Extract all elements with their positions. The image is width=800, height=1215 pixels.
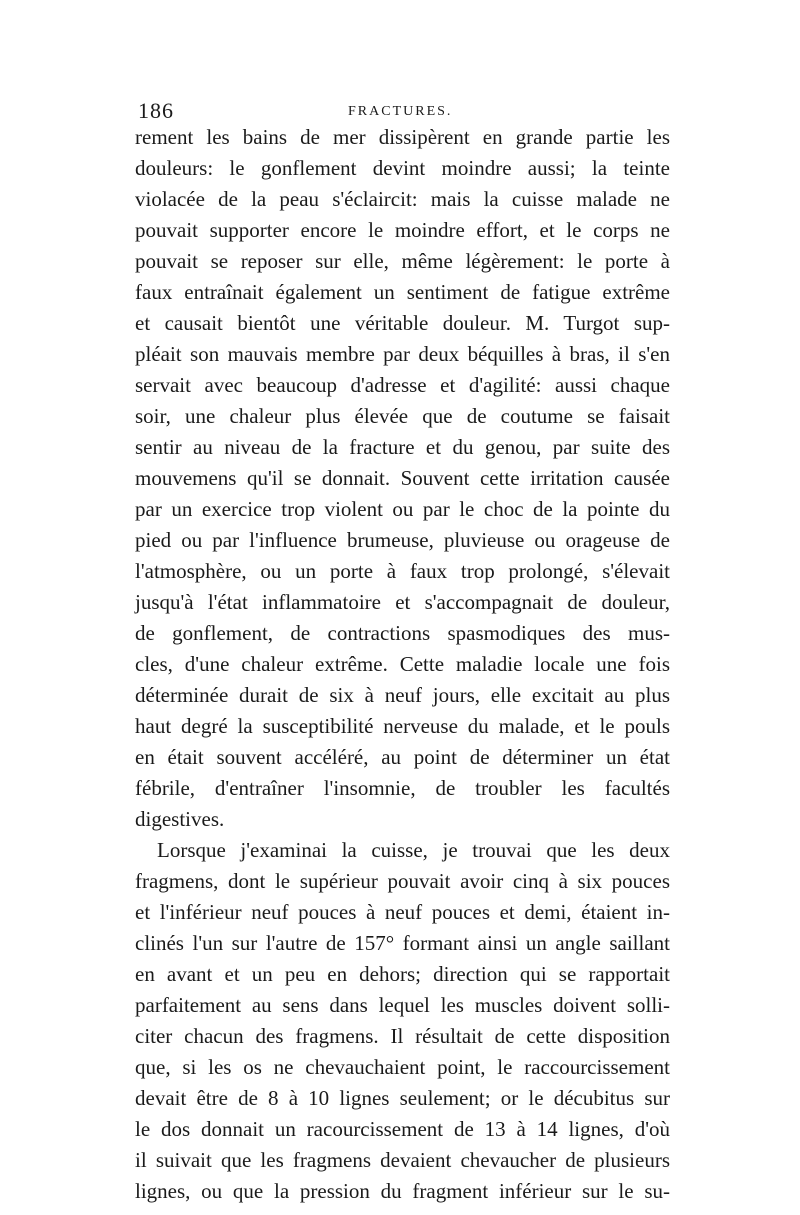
text-line: fébrile, d'entraîner l'insomnie, de troubler les facultés bbox=[135, 776, 670, 800]
paragraph-2 bbox=[135, 835, 670, 1207]
paragraph-1 bbox=[135, 122, 670, 835]
text-line: citer chacun des fragmens. Il résultait de cette disposition bbox=[135, 1024, 670, 1048]
text-line: que, si les os ne chevauchaient point, le raccourcissement bbox=[135, 1055, 670, 1079]
text-line: pied ou par l'influence brumeuse, pluvieuse ou orageuse de bbox=[135, 528, 670, 552]
text-line: violacée de la peau s'éclaircit: mais la cuisse malade ne bbox=[135, 187, 670, 211]
text-line: déterminée durait de six à neuf jours, elle excitait au plus bbox=[135, 683, 670, 707]
text-line: et l'inférieur neuf pouces à neuf pouces et demi, étaient in- bbox=[135, 900, 670, 924]
text-line: et causait bientôt une véritable douleur. M. Turgot sup- bbox=[135, 311, 670, 335]
text-line: mouvemens qu'il se donnait. Souvent cette irritation causée bbox=[135, 466, 670, 490]
text-line: haut degré la susceptibilité nerveuse du malade, et le pouls bbox=[135, 714, 670, 738]
text-line: parfaitement au sens dans lequel les muscles doivent solli- bbox=[135, 993, 670, 1017]
text-line: sentir au niveau de la fracture et du genou, par suite des bbox=[135, 435, 670, 459]
body-text bbox=[135, 122, 670, 1207]
text-line: pléait son mauvais membre par deux béquilles à bras, il s'en bbox=[135, 342, 670, 366]
text-line: clinés l'un sur l'autre de 157° formant ainsi un angle saillant bbox=[135, 931, 670, 955]
text-line: lignes, ou que la pression du fragment inférieur sur le su- bbox=[135, 1179, 670, 1203]
text-line: l'atmosphère, ou un porte à faux trop prolongé, s'élevait bbox=[135, 559, 670, 583]
text-line: douleurs: le gonflement devint moindre aussi; la teinte bbox=[135, 156, 670, 180]
page-number: 186 bbox=[138, 98, 174, 123]
text-line: de gonflement, de contractions spasmodiques des mus- bbox=[135, 621, 670, 645]
page-header bbox=[138, 98, 668, 124]
text-line: cles, d'une chaleur extrême. Cette maladie locale une fois bbox=[135, 652, 670, 676]
text-line: par un exercice trop violent ou par le choc de la pointe du bbox=[135, 497, 670, 521]
text-line: Lorsque j'examinai la cuisse, je trouvai que les deux bbox=[157, 838, 670, 862]
text-line: faux entraînait également un sentiment de fatigue extrême bbox=[135, 280, 670, 304]
text-line: devait être de 8 à 10 lignes seulement; or le décubitus sur bbox=[135, 1086, 670, 1110]
text-line: pouvait supporter encore le moindre effort, et le corps ne bbox=[135, 218, 670, 242]
text-line: fragmens, dont le supérieur pouvait avoir cinq à six pouces bbox=[135, 869, 670, 893]
text-line: jusqu'à l'état inflammatoire et s'accompagnait de douleur, bbox=[135, 590, 670, 614]
text-line: en avant et un peu en dehors; direction qui se rapportait bbox=[135, 962, 670, 986]
text-line: en était souvent accéléré, au point de déterminer un état bbox=[135, 745, 670, 769]
text-line: pouvait se reposer sur elle, même légèrement: le porte à bbox=[135, 249, 670, 273]
text-line: servait avec beaucoup d'adresse et d'agilité: aussi chaque bbox=[135, 373, 670, 397]
running-head: FRACTURES. bbox=[348, 104, 453, 119]
text-line: rement les bains de mer dissipèrent en grande partie les bbox=[135, 125, 670, 149]
text-line: le dos donnait un racourcissement de 13 à 14 lignes, d'où bbox=[135, 1117, 670, 1141]
text-line: digestives. bbox=[135, 807, 225, 831]
text-line: soir, une chaleur plus élevée que de coutume se faisait bbox=[135, 404, 670, 428]
text-line: il suivait que les fragmens devaient chevaucher de plusieurs bbox=[135, 1148, 670, 1172]
